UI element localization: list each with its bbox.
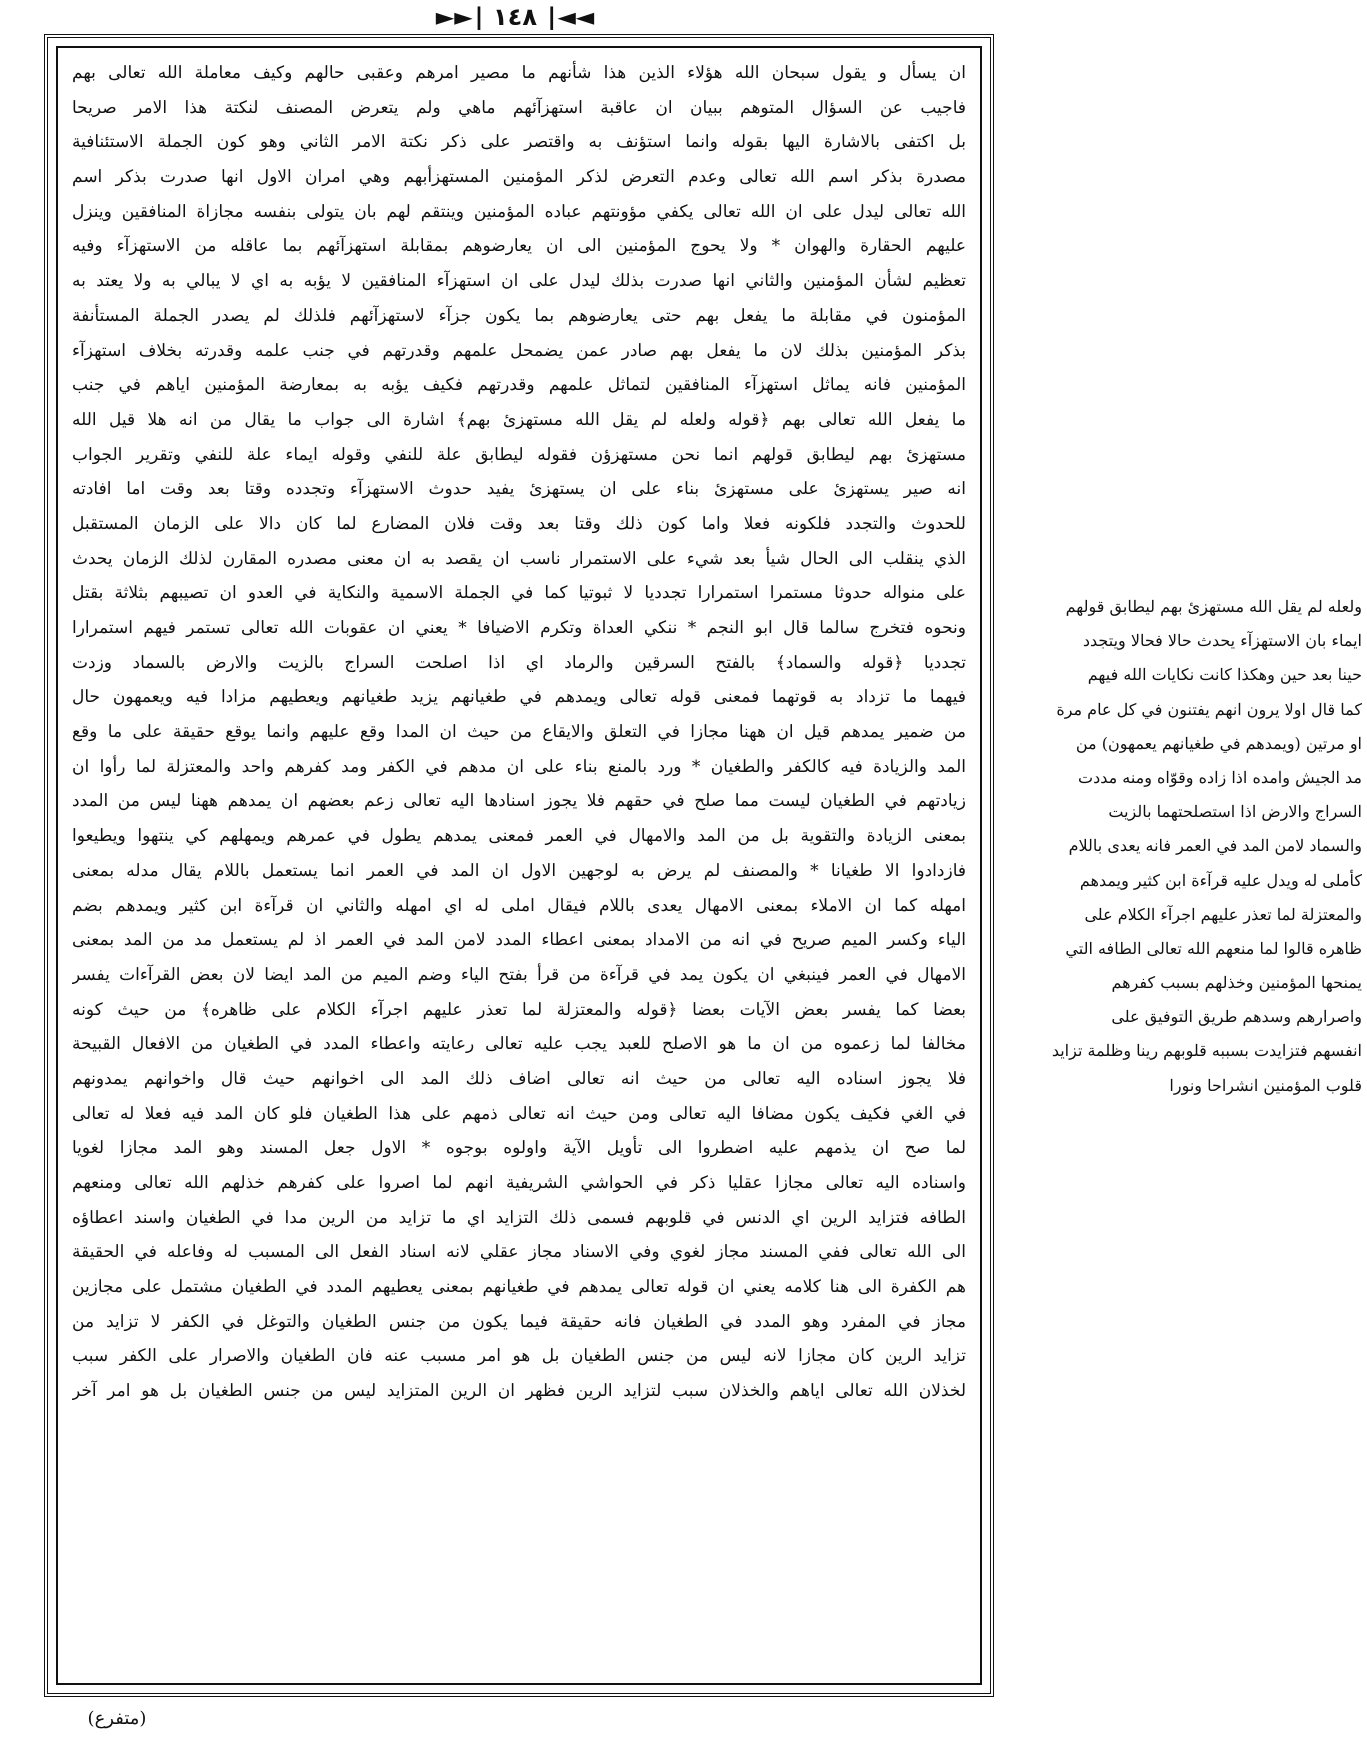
margin-note-line: يمنحها المؤمنين وخذلهم بسبب كفرهم [1111,973,1362,993]
main-text-line: الطافه فتزايد الرين اي الدنس في قلوبهم فسمى ذلك التزايد اي ما تزايد من الرين مدا في الطغيان واسند اعطاؤه [72,1207,966,1228]
main-text-line: المؤمنون في مقابلة ما يفعل بهم حتى يعارضوهم بما يكون جزآء لاستهزآئهم فلذلك لم يصدر الجملة المستأنفة [72,305,966,326]
main-text-line: امهله كما ان الاملاء بمعنى الامهال يعدى باللام فيقال املى له اي امهله والثاني ان قرآءة ابن كثير ويمدهم بضم [72,895,966,916]
main-text-line: مجاز في المفرد وهو المدد في الطغيان فانه حقيقة فيما يكون من جنس الطغيان والتوغل في الكفر لا تزايد من [72,1311,966,1332]
main-text-line: لما صح ان يذمهم عليه اضطروا الى تأويل الآية واولوه بوجوه * الاول جعل المسند وهو المد مجازا لغويا [72,1138,966,1159]
main-text-line: على منواله حدوثا مستمرا استمرارا تجدديا لا ثبوتيا كما في الجملة الاسمية والنكاية في العدو ان تصيبهم بثلاثة بقتل [72,583,966,604]
margin-note-line: السراج والارض اذا استصلحتهما بالزيت [1108,802,1362,822]
main-text-line: تجدديا ﴿قوله والسماد﴾ بالفتح السرقين والرماد اي اذا اصلحت السراج بالزيت والارض بالسماد وزدت [72,652,966,673]
page-number [400,2,630,32]
main-text-line: ونحوه فتخرج سالما قال ابو النجم * ننكي العداة وتكرم الاضيافا * يعني ان عقوبات الله تعالى تستمر فيهم استمرارا [72,618,966,638]
margin-note-line: والسماد لامن المد في العمر فانه يعدى باللام [1068,836,1362,856]
main-text-line: عليهم الحقارة والهوان * ولا يحوج المؤمنين الى ان يعارضوهم بمقابلة استهزآئهم بما عاقله من الاستهزآء وفيه [72,236,966,257]
main-text-line: الامهال في العمر فينبغي ان يكون يمد في قرآءة من قرأ بفتح الياء وضم الميم من المد ايضا لان بعض القرآءات يفسر [72,964,966,985]
main-text-line: من ضمير يمدهم قيل ان ههنا مجازا في التعلق والايقاع من حيث ان المدا وقع عليهم وانما يوقع حقيقة على ما وقع [72,722,966,743]
main-text-line: ان يسأل و يقول سبحان الله هؤلاء الذين هذا شأنهم ما مصير امرهم وعقبى حالهم وكيف معاملة الله تعالى بهم [72,63,966,83]
margin-note-line: قلوب المؤمنين انشراحا ونورا [1169,1075,1362,1095]
margin-note [1022,590,1362,1103]
main-text-line: الياء وكسر الميم صريح في انه من الامداد بمعنى اعطاء المدد لامن المد في العمر اذ لم يستعمل مد من المد بمعنى [72,930,966,951]
main-text-line: فيهما ما تزداد به قوتهما فمعنى قوله تعالى ويمدهم في طغيانهم يزيد طغيانهم ويعطيهم مزادا فيه ويعمهون حال [72,687,966,708]
main-text-line: مخالفا لما زعموه من ان ما هو الاصلح للعبد يجب عليه تعالى رعايته واعطاء المدد في الطغيان من الافعال القبيحة [72,1034,966,1055]
main-text-line: بمعنى الزيادة والتقوية بل من المد والامهال في العمر فمعنى يمدهم يطول في عمرهم ويمهلهم كي ينتهوا ويطيعوا [72,826,966,847]
right-ornament: ∣►► [435,3,485,31]
main-text-line: للحدوث والتجدد فلكونه فعلا واما كون ذلك وقتا بعد وقت فلان المضارع لما كان دالا على الزمان المستقبل [72,513,966,534]
margin-note-line: مد الجيش وامده اذا زاده وقوّاه ومنه مددت [1078,767,1362,787]
main-text-line: بذكر المؤمنين بذلك لان ما يفعل بهم صادر عمن يضمحل علمهم وقدرتهم في جنب علمه وقدرته بخلاف استهزآء [72,340,966,361]
margin-note-line: حينا بعد حين وهكذا كانت نكايات الله فيهم [1087,665,1362,685]
margin-note-line: ظاهره قالوا لما منعهم الله تعالى الطافه التي [1065,938,1362,958]
main-text-line: في الغي فكيف يكون مضافا اليه تعالى ومن حيث انه تعالى ذمهم على هذا الطغيان فلو كان المد فيه فعلا له تعالى [72,1103,966,1124]
catchword: (متفرع) [87,1708,147,1729]
main-text-line: مستهزئ بهم ليطابق قولهم انما نحن مستهزؤن فقوله ليطابق علة للنفي وقوله ايماء علة للنفي وتقرير الجواب [72,444,966,465]
main-text-line: هم الكفرة الى هنا كلامه يعني ان قوله تعالى يمدهم في طغيانهم بمعنى يعطيهم المدد في الطغيان مشتمل على مجازين [72,1277,966,1298]
main-text-line: لخذلان الله تعالى اياهم والخذلان سبب لتزايد الرين فظهر ان الرين المتزايد ليس من جنس الطغيان بل هو امر آخر [72,1381,966,1402]
main-text-line: ما يفعل الله تعالى بهم ﴿قوله ولعله لم يقل الله مستهزئ بهم﴾ اشارة الى جواب ما يقال من انه هلا قيل الله [72,409,966,430]
margin-note-line: والمعتزلة لما تعذر عليهم اجرآء الكلام على [1084,904,1362,924]
margin-note-line: ولعله لم يقل الله مستهزئ بهم ليطابق قولهم [1065,597,1362,616]
margin-note-line: او مرتين (ويمدهم في طغيانهم يعمهون) من [1075,733,1362,753]
main-text-line: مصدرة بذكر اسم الله تعالى وعدم التعرض لذكر المؤمنين المستهزأبهم وهي امران الاول انها صدرت بذكر اسم [72,167,966,188]
page-number-text: ١٤٨ [493,3,537,31]
main-text-body [56,46,982,1685]
main-text-line: زيادتهم في الطغيان ليست مما صلح في حقهم فلا يجوز اسنادها اليه تعالى زعم بعضهم ان يمدهم ههنا ليس من المدد [72,791,966,812]
main-text-line: فازدادوا الا طغيانا * والمصنف لم يرض به لوجهين الاول ان المد في العمر انما يستعمل باللام يقال مدله بمعنى [72,860,966,881]
main-text-line: المؤمنين فانه يماثل استهزآء المنافقين لتماثل علمهم وقدرتهم فكيف يؤبه به بمعارضة المؤمنين اياهم في جنب [72,375,966,396]
main-text-line: بل اكتفى بالاشارة اليها بقوله وانما استؤنف به واقتصر على ذكر نكتة الامر الثاني وهو كون الجملة الاستئنافية [72,132,966,153]
main-text-line: الذي ينقلب الى الحال شيأ بعد شيء على الاستمرار ناسب ان يقصد به ان معنى مصدره المقارن لذلك الزمان يحدث [72,548,966,569]
margin-note-line: كأملى له ويدل عليه قرآءة ابن كثير ويمدهم [1079,870,1362,890]
main-text-line: واسناده اليه تعالى مجازا عقليا ذكر في الحواشي الشريفية انهم لما اصروا على كفرهم خذلهم الله تعالى ومنعهم [72,1173,966,1193]
main-text-line: بعضا كما يفسر بعض الآيات بعضا ﴿قوله والمعتزلة لما تعذر عليهم اجرآء الكلام على ظاهره﴾ من حيث كونه [72,999,966,1020]
main-text-frame [44,34,994,1697]
main-text-line: فاجيب عن السؤال المتوهم ببيان ان عاقبة استهزآئهم ماهي ولم يتعرض المصنف لنكتة هذا الامر صريحا [72,97,966,118]
margin-note-line: واصرارهم وسدهم طريق التوفيق على [1111,1007,1362,1027]
main-text-line: تعظيم لشأن المؤمنين والثاني انها صدرت بذلك ليدل على ان استهزآء المنافقين لا يؤبه به اي لا يبالي به ولا يعتد به [72,271,966,292]
main-text-line: تزايد الرين كان مجازا لانه ليس من جنس الطغيان بل هو امر مسبب عنه فان الطغيان والاصرار على الكفر سبب [72,1346,966,1367]
main-text-line: انه صير يستهزئ على مستهزئ بناء على ان يستهزئ يفيد حدوث الاستهزآء وتجدده وقتا بعد وقت اما افادته [72,479,966,500]
margin-note-line: ايماء بان الاستهزآء يحدث حالا فحالا ويتجدد [1082,631,1362,651]
main-text-line: المد والزيادة فيه كالكفر والطغيان * ورد بالمنع بناء على ان مدهم في الكفر ومد كفرهم واحد والمعتزلة لما رأوا ان [72,756,966,777]
main-text-line: الى الله تعالى ففي المسند مجاز لغوي وفي الاسناد مجاز عقلي لانه اسناد الفعل الى المسبب له وفاعله في الحقيقة [72,1242,966,1263]
margin-note-line: كما قال اولا يرون انهم يفتنون في كل عام مرة [1056,699,1362,719]
main-text-line: فلا يجوز اسناده اليه تعالى من حيث انه تعالى اضاف ذلك المد الى اخوانهم حيث قال واخوانهم يمدونهم [72,1068,966,1089]
margin-note-line: انفسهم فتزايدت بسببه قلوبهم رينا وظلمة تزايد [1051,1041,1362,1061]
left-ornament: ◄◄∣ [545,3,595,31]
main-text-line: الله تعالى ليدل على ان الله تعالى يكفي مؤونتهم عباده المؤمنين وينتقم لهم بان يتولى بنفسه مجازاة المنافقين وينزل [72,201,966,222]
